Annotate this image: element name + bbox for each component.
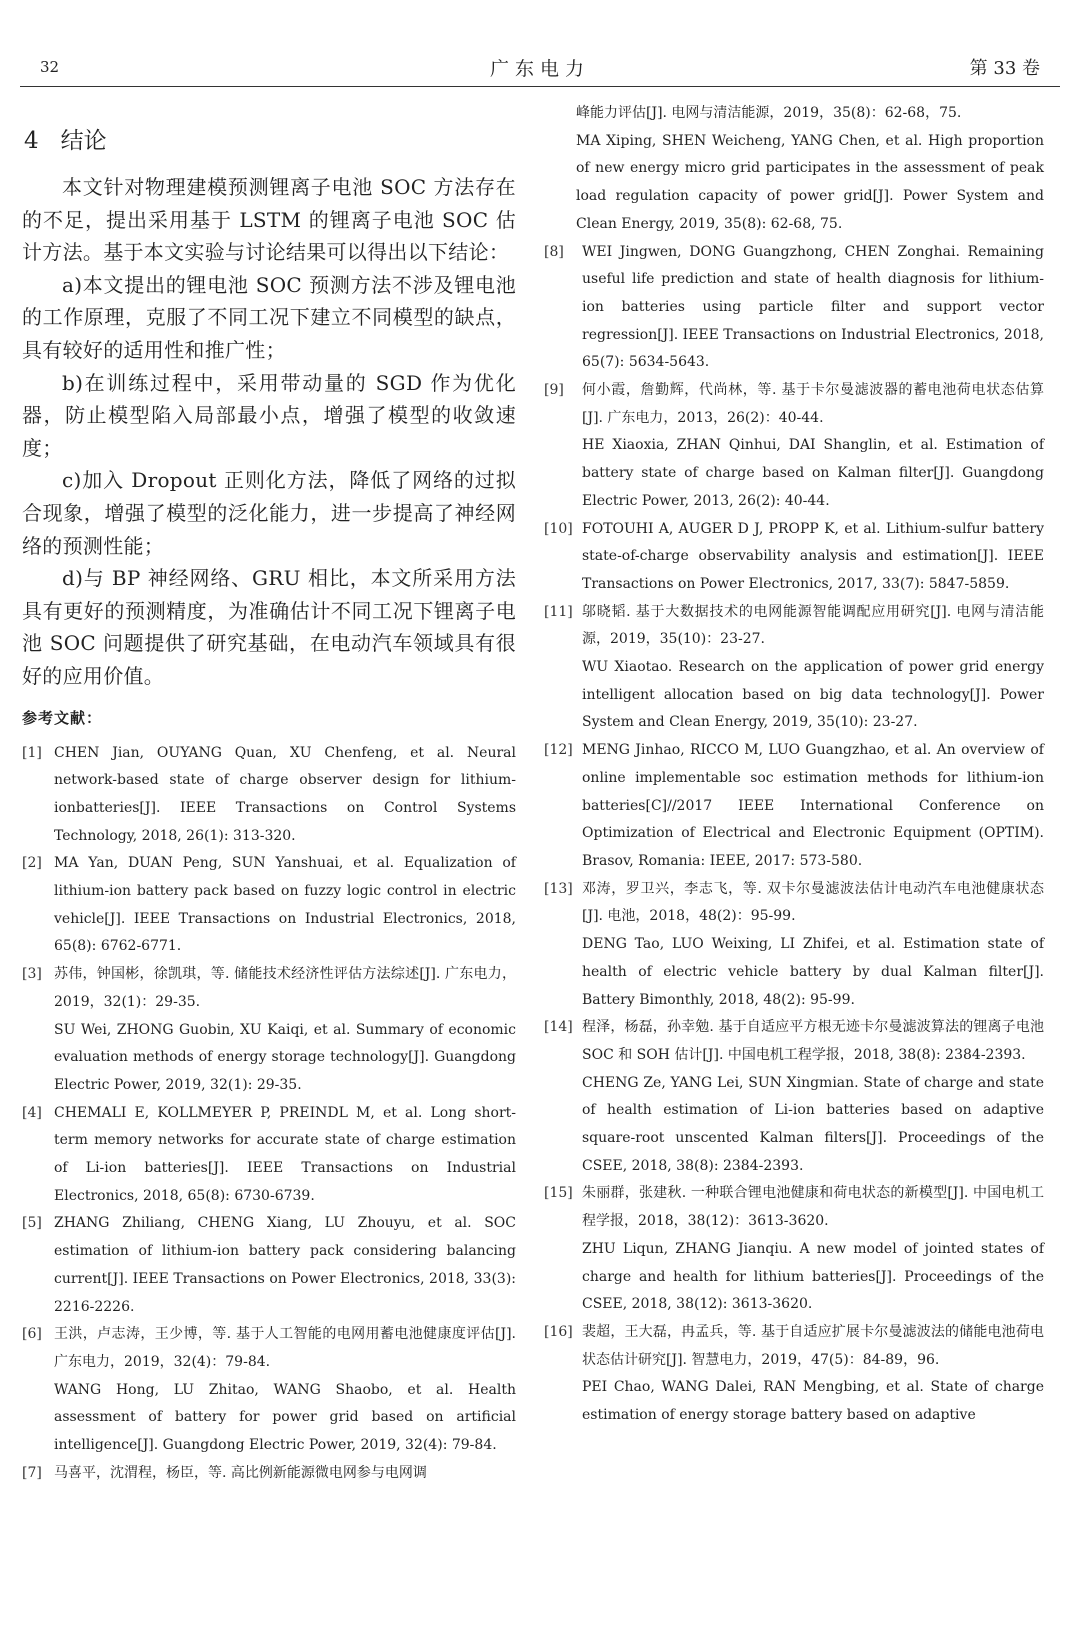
- reference-number: [12]: [544, 742, 573, 759]
- reference-text: CHEN Jian, OUYANG Quan, XU Chenfeng, et al. Neural network-based state of charge observer design for lithium-ionbatteries[J]. IEEE Transactions on Control Systems Technology, 2018, 26(1): 313-320.: [54, 744, 516, 844]
- reference-number: [4]: [22, 1104, 42, 1121]
- section-number: 4: [24, 128, 39, 154]
- reference-text: WEI Jingwen, DONG Guangzhong, CHEN Zonghai. Remaining useful life prediction and state of health diagnosis for lithium-ion batteries using particle filter and support vector regression[J]. IEEE Transactions on Industrial Electronics, 2018, 65(7): 5634-5643.: [582, 243, 1044, 371]
- reference-item: [22, 1321, 516, 1460]
- reference-number: [7]: [22, 1464, 42, 1481]
- reference-number: [13]: [544, 880, 573, 897]
- journal-title: 广东电力: [489, 58, 590, 80]
- reference-text: MA Yan, DUAN Peng, SUN Yanshuai, et al. Equalization of lithium-ion battery pack based on fuzzy logic control in electric vehicle[J]. IEEE Transactions on Industrial Electronics, 2018, 65(8): 6762-6771.: [54, 855, 516, 955]
- reference-text: CHEMALI E, KOLLMEYER P, PREINDL M, et al. Long short-term memory networks for accurate state of charge estimation of Li-ion batteries[J]. IEEE Transactions on Industrial Electronics, 2018, 65(8): 6730-6739.: [54, 1104, 516, 1204]
- reference-number: [16]: [544, 1323, 573, 1340]
- reference-number: [2]: [22, 855, 42, 872]
- section-title: 结论: [60, 128, 107, 154]
- reference-continuation: [544, 100, 1044, 239]
- reference-number: [11]: [544, 603, 573, 620]
- conclusion-item-a: a)本文提出的锂电池 SOC 预测方法不涉及锂电池的工作原理，克服了不同工况下建立不同模型的缺点，具有较好的适用性和推广性；: [22, 272, 516, 362]
- header-rule: [20, 86, 1060, 87]
- reference-item: [544, 516, 1044, 599]
- reference-text: 苏伟，钟国彬，徐凯琪，等. 储能技术经济性评估方法综述[J]. 广东电力，2019，32(1)：29-35.: [54, 966, 516, 1010]
- reference-item: [22, 1210, 516, 1321]
- reference-text: 马喜平，沈渭程，杨臣，等. 高比例新能源微电网参与电网调: [54, 1464, 427, 1481]
- reference-text: FOTOUHI A, AUGER D J, PROPP K, et al. Lithium-sulfur battery state-of-charge observability analysis and estimation[J]. IEEE Transactions on Power Electronics, 2017, 33(7): 5847-5859.: [582, 520, 1044, 592]
- reference-item: [544, 1180, 1044, 1319]
- page-number: 32: [40, 58, 60, 76]
- reference-text: 峰能力评估[J]. 电网与清洁能源，2019，35(8)：62-68，75.: [576, 105, 962, 121]
- volume-label: 第 33 卷: [969, 58, 1040, 79]
- reference-english: MA Xiping, SHEN Weicheng, YANG Chen, et al. High proportion of new energy micro grid participates in the assessment of peak load regulation capacity of power grid[J]. Power System and Clean Energy, 2019, 35(8): 62-68, 75.: [576, 132, 1044, 232]
- left-column: [22, 100, 516, 1487]
- reference-text: 程泽，杨磊，孙幸勉. 基于自适应平方根无迹卡尔曼滤波算法的锂离子电池 SOC 和 SOH 估计[J]. 中国电机工程学报，2018, 38(8): 2384-2393.: [582, 1019, 1044, 1063]
- reference-number: [1]: [22, 744, 42, 761]
- reference-number: [9]: [544, 382, 564, 399]
- references-heading: 参考文献：: [22, 708, 103, 727]
- reference-english: HE Xiaoxia, ZHAN Qinhui, DAI Shanglin, et al. Estimation of battery state of charge based on Kalman filter[J]. Guangdong Electric Power, 2013, 26(2): 40-44.: [582, 437, 1044, 509]
- reference-text: 何小霞，詹勤辉，代尚林，等. 基于卡尔曼滤波器的蓄电池荷电状态估算[J]. 广东电力，2013，26(2)：40-44.: [582, 382, 1044, 426]
- reference-text: MENG Jinhao, RICCO M, LUO Guangzhao, et al. An overview of online implementable soc estimation methods for lithium-ion batteries[C]//2017 IEEE International Conference on Optimization of Electrical and Electronic Equipment (OPTIM). Brasov, Romania: IEEE, 2017: 573-580.: [582, 742, 1044, 869]
- conclusion-item-d: d)与 BP 神经网络、GRU 相比，本文所采用方法具有更好的预测精度，为准确估计不同工况下锂离子电池 SOC 问题提供了研究基础，在电动汽车领域具有很好的应用价值。: [22, 566, 516, 688]
- reference-english: WANG Hong, LU Zhitao, WANG Shaobo, et al. Health assessment of battery for power grid based on artificial intelligence[J]. Guangdong Electric Power, 2019, 32(4): 79-84.: [54, 1381, 516, 1454]
- reference-english: SU Wei, ZHONG Guobin, XU Kaiqi, et al. Summary of economic evaluation methods of energy storage technology[J]. Guangdong Electric Power, 2019, 32(1): 29-35.: [54, 1021, 516, 1093]
- reference-text: 邬晓韬. 基于大数据技术的电网能源智能调配应用研究[J]. 电网与清洁能源，2019，35(10)：23-27.: [582, 603, 1044, 648]
- reference-number: [15]: [544, 1185, 573, 1202]
- reference-text: 王洪，卢志涛，王少博，等. 基于人工智能的电网用蓄电池健康度评估[J]. 广东电力，2019，32(4)：79-84.: [54, 1326, 516, 1370]
- reference-item: [22, 850, 516, 961]
- reference-number: [3]: [22, 966, 42, 983]
- reference-english: PEI Chao, WANG Dalei, RAN Mengbing, et al. State of charge estimation of energy storage battery based on adaptive: [582, 1379, 1044, 1424]
- reference-text: 朱丽群，张建秋. 一种联合锂电池健康和荷电状态的新模型[J]. 中国电机工程学报，2018，38(12)：3613-3620.: [582, 1185, 1044, 1230]
- reference-number: [14]: [544, 1019, 573, 1036]
- reference-text: 邓涛，罗卫兴，李志飞，等. 双卡尔曼滤波法估计电动汽车电池健康状态[J]. 电池，2018，48(2)：95-99.: [582, 880, 1044, 925]
- reference-english: WU Xiaotao. Research on the application of power grid energy intelligent allocation based on big data technology[J]. Power System and Clean Energy, 2019, 35(10): 23-27.: [582, 659, 1044, 731]
- conclusion-item-b: b)在训练过程中，采用带动量的 SGD 作为优化器，防止模型陷入局部最小点，增强了模型的收敛速度；: [22, 370, 516, 460]
- reference-item: [22, 1460, 516, 1488]
- reference-item: [544, 737, 1044, 876]
- reference-number: [6]: [22, 1326, 42, 1343]
- reference-item: [544, 1014, 1044, 1180]
- section-heading: [24, 122, 516, 155]
- page-header: [0, 0, 1080, 88]
- reference-item: [544, 239, 1044, 378]
- reference-english: CHENG Ze, YANG Lei, SUN Xingmian. State of charge and state of health estimation of Li-ion batteries based on adaptive square-root unscented Kalman filters[J]. Proceedings of the CSEE, 2018, 38(8): 2384-2393.: [582, 1074, 1044, 1174]
- conclusion-paragraph: 本文针对物理建模预测锂离子电池 SOC 方法存在的不足，提出采用基于 LSTM 的锂离子电池 SOC 估计方法。基于本文实验与讨论结果可以得出以下结论：: [22, 175, 516, 265]
- reference-number: [8]: [544, 243, 564, 260]
- reference-item: [22, 740, 516, 851]
- reference-item: [22, 1100, 516, 1211]
- reference-text: ZHANG Zhiliang, CHENG Xiang, LU Zhouyu, et al. SOC estimation of lithium-ion battery pack considering balancing current[J]. IEEE Transactions on Power Electronics, 2018, 33(3): 2216-2226.: [54, 1215, 516, 1315]
- reference-number: [5]: [22, 1215, 42, 1232]
- reference-item: [544, 599, 1044, 738]
- reference-item: [544, 876, 1044, 1015]
- reference-item: [544, 1319, 1044, 1430]
- conclusion-item-c: c)加入 Dropout 正则化方法，降低了网络的过拟合现象，增强了模型的泛化能力，进一步提高了神经网络的预测性能；: [22, 468, 516, 558]
- reference-item: [22, 961, 516, 1100]
- right-column: [544, 100, 1044, 1430]
- reference-english: DENG Tao, LUO Weixing, LI Zhifei, et al. Estimation state of health of electric vehicle battery by dual Kalman filter[J]. Battery Bimonthly, 2018, 48(2): 95-99.: [582, 936, 1044, 1008]
- reference-number: [10]: [544, 520, 573, 537]
- reference-item: [544, 377, 1044, 516]
- reference-text: 裴超，王大磊，冉孟兵，等. 基于自适应扩展卡尔曼滤波法的储能电池荷电状态估计研究[J]. 智慧电力，2019，47(5)：84-89，96.: [582, 1323, 1044, 1368]
- reference-english: ZHU Liqun, ZHANG Jianqiu. A new model of jointed states of charge and health for lithium batteries[J]. Proceedings of the CSEE, 2018, 38(12): 3613-3620.: [582, 1240, 1044, 1313]
